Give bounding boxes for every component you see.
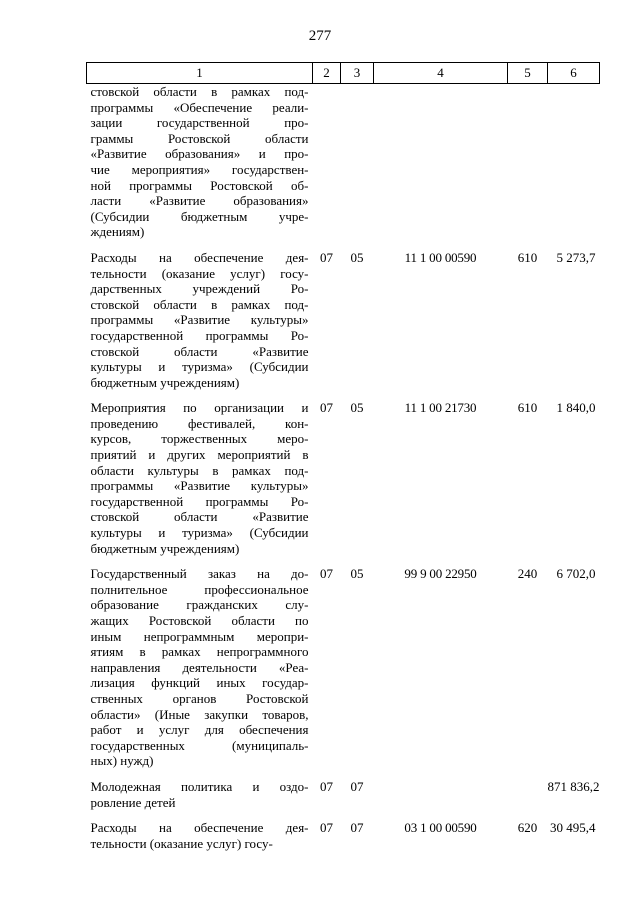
table-row bbox=[87, 250, 600, 400]
row-target-article-code bbox=[374, 84, 508, 250]
row-expense-type-code bbox=[508, 84, 548, 250]
description-line: дарственных учреждений Ро- bbox=[90, 281, 309, 297]
page-number: 277 bbox=[308, 28, 332, 44]
description-line: государственной программы Ро- bbox=[90, 493, 309, 509]
description-line: государственной программы Ро- bbox=[90, 327, 309, 343]
row-description bbox=[87, 84, 313, 250]
row-description bbox=[87, 566, 313, 779]
row-target-article-code bbox=[374, 779, 508, 820]
row-target-article-code: 03 1 00 00590 bbox=[404, 820, 477, 836]
row-expense-type-code: 610 bbox=[517, 400, 538, 416]
table-row bbox=[87, 400, 600, 566]
row-section-code: 07 bbox=[320, 820, 333, 836]
row-expense-type-code: 240 bbox=[517, 566, 538, 582]
row-description bbox=[87, 250, 313, 400]
description-line: Расходы на обеспечение дея- bbox=[90, 820, 309, 836]
table-row bbox=[87, 84, 600, 250]
row-subsection-code: 07 bbox=[350, 820, 364, 836]
row-subsection-code: 05 bbox=[350, 249, 364, 265]
header-col-3: 3 bbox=[341, 63, 374, 84]
row-description bbox=[87, 779, 313, 820]
row-subsection-code bbox=[341, 84, 374, 250]
description-line: «Развитие образования» и про- bbox=[90, 146, 309, 162]
table-row bbox=[87, 566, 600, 779]
description-line: чие мероприятия» государствен- bbox=[90, 161, 309, 177]
description-line: ятиям в рамках непрограммного bbox=[90, 644, 309, 660]
description-line: стовской области в рамках под- bbox=[90, 296, 309, 312]
description-line: ной программы Ростовской об- bbox=[90, 177, 309, 193]
table-header bbox=[87, 63, 600, 84]
row-section-code bbox=[313, 84, 341, 250]
row-section-code: 07 bbox=[320, 249, 333, 265]
description-line: работ и услуг для обеспечения bbox=[90, 722, 309, 738]
description-line: направления деятельности «Реа- bbox=[90, 659, 309, 675]
row-amount bbox=[548, 84, 600, 250]
description-line: Расходы на обеспечение дея- bbox=[90, 249, 309, 265]
description-line: стовской области «Развитие bbox=[90, 343, 309, 359]
description-line: программы «Обеспечение реали- bbox=[90, 99, 309, 115]
header-col-6: 6 bbox=[548, 63, 600, 84]
description-line: ждениям) bbox=[90, 224, 145, 240]
description-line: жащих Ростовской области по bbox=[90, 613, 309, 628]
description-line: тельности (оказание услуг) госу- bbox=[90, 265, 309, 281]
row-amount: 871 836,2 bbox=[547, 778, 600, 794]
description-line: бюджетным учреждениям) bbox=[90, 540, 240, 556]
description-line: (Субсидии бюджетным учре- bbox=[90, 208, 309, 224]
header-row bbox=[87, 63, 600, 84]
description-line: граммы Ростовской области bbox=[90, 130, 309, 146]
description-line: проведению фестивалей, кон- bbox=[90, 415, 309, 431]
row-subsection-code: 05 bbox=[350, 566, 364, 582]
table-row bbox=[87, 820, 600, 861]
description-line: области» (Иные закупки товаров, bbox=[90, 706, 309, 722]
description-line: ных) нужд) bbox=[90, 753, 154, 769]
row-amount: 6 702,0 bbox=[556, 566, 596, 582]
header-col-4: 4 bbox=[374, 63, 508, 84]
row-expense-type-code: 610 bbox=[517, 249, 538, 265]
row-section-code: 07 bbox=[320, 778, 333, 794]
row-amount: 5 273,7 bbox=[556, 249, 596, 265]
row-expense-type-code: 620 bbox=[517, 820, 538, 836]
description-line: зации государственной про- bbox=[90, 115, 309, 131]
description-line: области культуры в рамках под- bbox=[90, 462, 309, 478]
description-line: тельности (оказание услуг) госу- bbox=[90, 835, 273, 851]
header-col-1: 1 bbox=[87, 63, 313, 84]
budget-table bbox=[86, 62, 600, 861]
description-line: образование гражданских слу- bbox=[90, 597, 309, 613]
row-description bbox=[87, 820, 313, 861]
row-subsection-code: 05 bbox=[350, 400, 364, 416]
description-line: стовской области в рамках под- bbox=[90, 84, 309, 99]
row-expense-type-code bbox=[508, 779, 548, 820]
description-line: бюджетным учреждениям) bbox=[90, 374, 240, 390]
description-line: программы «Развитие культуры» bbox=[90, 312, 309, 328]
description-line: иным непрограммным меропри- bbox=[90, 628, 309, 644]
description-line: Государственный заказ на до- bbox=[90, 566, 309, 582]
table-row bbox=[87, 779, 600, 820]
row-description bbox=[87, 400, 313, 566]
row-target-article-code: 99 9 00 22950 bbox=[404, 566, 477, 582]
row-target-article-code: 11 1 00 00590 bbox=[404, 249, 477, 265]
description-line: культуры и туризма» (Субсидии bbox=[90, 359, 309, 375]
description-line: культуры и туризма» (Субсидии bbox=[90, 525, 309, 541]
description-line: полнительное профессиональное bbox=[90, 581, 309, 597]
description-line: программы «Развитие культуры» bbox=[90, 478, 309, 494]
row-subsection-code: 07 bbox=[350, 778, 364, 794]
description-line: курсов, торжественных меро- bbox=[90, 431, 309, 447]
description-line: стовской области «Развитие bbox=[90, 509, 309, 525]
description-line: Мероприятия по организации и bbox=[90, 400, 309, 416]
row-section-code: 07 bbox=[320, 400, 333, 416]
row-amount: 30 495,4 bbox=[550, 820, 596, 836]
header-col-2: 2 bbox=[313, 63, 341, 84]
row-target-article-code: 11 1 00 21730 bbox=[404, 400, 477, 416]
description-line: ственных органов Ростовской bbox=[90, 690, 309, 706]
description-line: приятий и других мероприятий в bbox=[90, 447, 309, 463]
header-col-5: 5 bbox=[508, 63, 548, 84]
row-section-code: 07 bbox=[320, 566, 333, 582]
row-amount: 1 840,0 bbox=[556, 400, 596, 416]
description-line: лизация функций иных государ- bbox=[90, 675, 309, 691]
description-line: ровление детей bbox=[90, 794, 176, 810]
table-body bbox=[87, 84, 600, 862]
description-line: государственных (муниципаль- bbox=[90, 737, 309, 753]
description-line: Молодежная политика и оздо- bbox=[90, 778, 309, 794]
description-line: ласти «Развитие образования» bbox=[90, 193, 309, 209]
